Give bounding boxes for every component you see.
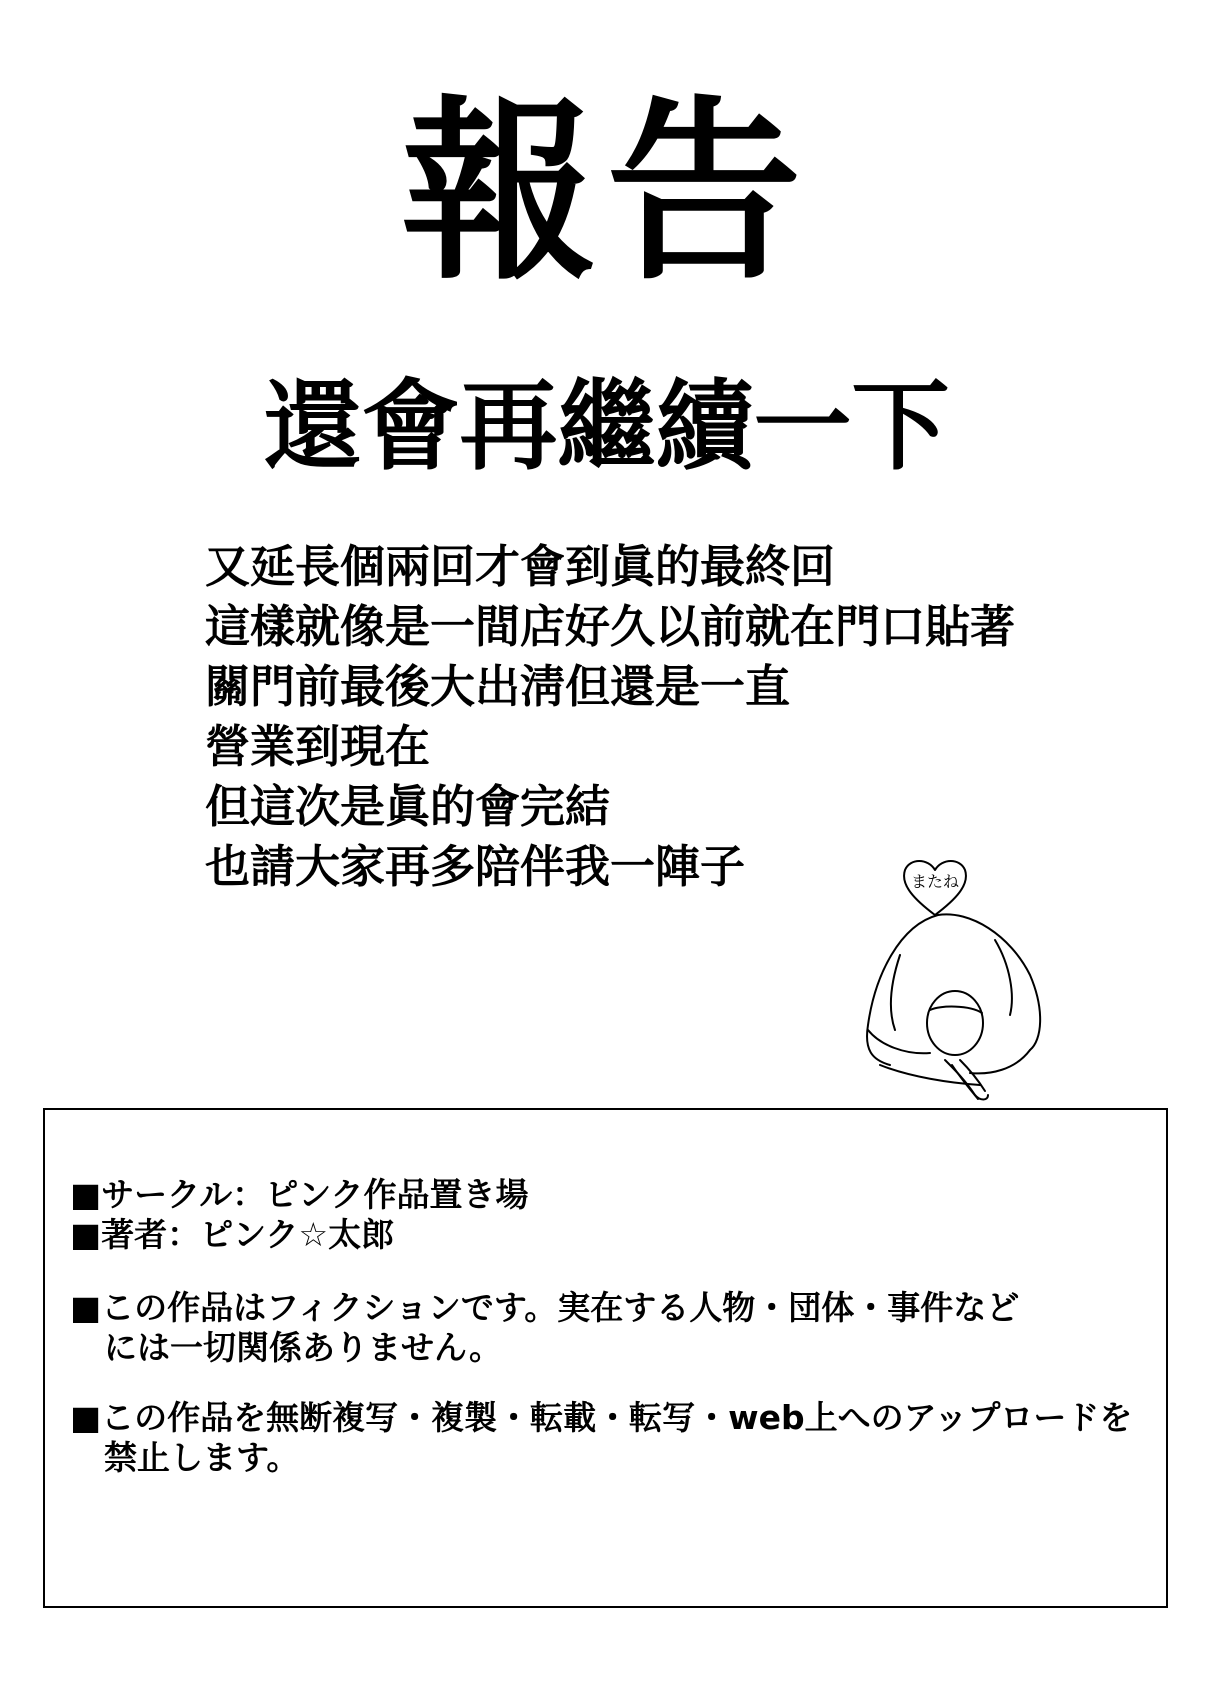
message-line: 這樣就像是一間店好久以前就在門口貼著 — [205, 600, 1016, 653]
info-box — [43, 1108, 1168, 1608]
announcement-message — [205, 537, 1105, 897]
message-line: 也請大家再多陪伴我一陣子 — [205, 840, 746, 893]
author-name: ■著者：ピンク☆太郎 — [70, 1215, 395, 1254]
message-line: 關門前最後大出淸但還是一直 — [205, 660, 791, 713]
fiction-notice — [70, 1288, 1019, 1368]
page-title: 報告 — [401, 79, 812, 306]
message-line: 但這次是眞的會完結 — [205, 780, 611, 833]
circle-name: ■サークル：ピンク作品置き場 — [70, 1175, 529, 1214]
message-line: 又延長個兩回才會到眞的最終回 — [205, 540, 836, 593]
heart-bubble-text: またね — [910, 872, 960, 891]
fiction-notice-line: には一切関係ありません。 — [104, 1328, 502, 1367]
copyright-notice-line: ■この作品を無断複写・複製・転載・転写・web上へのアップロードを — [70, 1398, 1133, 1437]
page-subtitle: 還會再繼續一下 — [263, 370, 950, 484]
copyright-notice-line: 禁止します。 — [104, 1438, 300, 1477]
message-line: 營業到現在 — [205, 720, 431, 773]
credits-block — [70, 1175, 529, 1255]
bowing-figure-illustration — [860, 855, 1100, 1105]
fiction-notice-line: ■この作品はフィクションです。実在する人物・団体・事件など — [70, 1288, 1020, 1327]
copyright-notice — [70, 1398, 1132, 1478]
